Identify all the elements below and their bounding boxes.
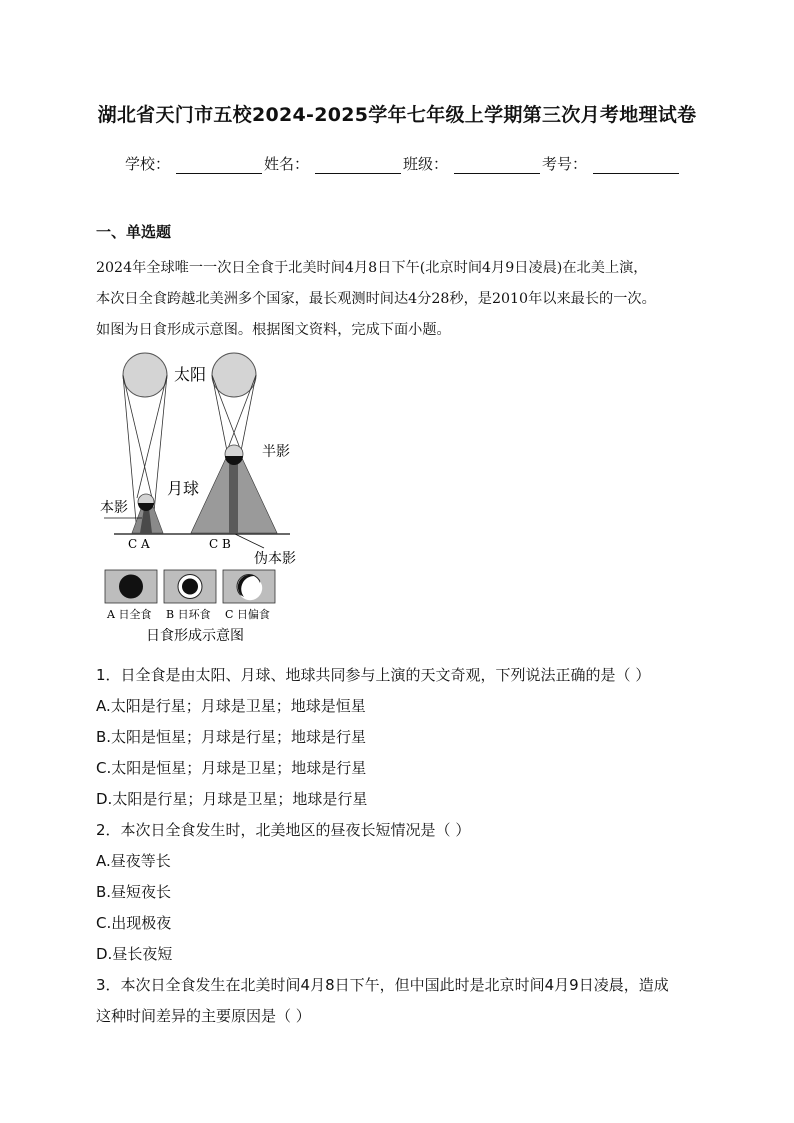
question-1-stem: 1．日全食是由太阳、月球、地球共同参与上演的天文奇观，下列说法正确的是（ ） (96, 666, 651, 684)
label-moon: 月球 (167, 479, 200, 498)
question-3-stem-cont: 这种时间差异的主要原因是（ ） (96, 1007, 311, 1025)
eclipse-diagram (94, 348, 314, 648)
question-1-option-c[interactable]: C.太阳是恒星；月球是卫星；地球是行星 (96, 759, 367, 777)
question-2-option-a[interactable]: A.昼夜等长 (96, 852, 171, 870)
school-label: 学校： (125, 155, 171, 173)
legend-label-c: C 日偏食 (225, 608, 270, 621)
name-blank[interactable] (315, 157, 401, 174)
exam-title: 湖北省天门市五校2024-2025学年七年级上学期第三次月考地理试卷 (97, 104, 697, 126)
label-cb: C B (209, 537, 231, 551)
label-ca: C A (128, 537, 150, 551)
right-antumbra (229, 464, 238, 533)
left-sun (123, 353, 167, 397)
class-blank[interactable] (454, 157, 540, 174)
school-blank[interactable] (176, 157, 262, 174)
student-info-row (125, 153, 681, 174)
question-1-option-b[interactable]: B.太阳是恒星；月球是行星；地球是行星 (96, 728, 367, 746)
figure-caption: 日食形成示意图 (146, 628, 244, 644)
legend-label-a: A 日全食 (107, 608, 152, 621)
question-3-stem: 3．本次日全食发生在北美时间4月8日下午，但中国此时是北京时间4月9日凌晨，造成 (96, 976, 669, 994)
passage-line: 2024年全球唯一一次日全食于北美时间4月8日下午(北京时间4月9日凌晨)在北美上演， (96, 260, 648, 276)
question-1-option-a[interactable]: A.太阳是行星；月球是卫星；地球是恒星 (96, 697, 366, 715)
question-2-stem: 2．本次日全食发生时，北美地区的昼夜长短情况是（ ） (96, 821, 471, 839)
section-heading: 一、单选题 (96, 223, 172, 241)
passage-line: 如图为日食形成示意图。根据图文资料，完成下面小题。 (96, 322, 451, 338)
right-sun (212, 353, 256, 397)
name-label: 姓名： (264, 155, 310, 173)
label-antumbra: 伪本影 (254, 551, 296, 567)
legend-label-b: B 日环食 (166, 608, 211, 621)
question-2-option-d[interactable]: D.昼长夜短 (96, 945, 173, 963)
class-label: 班级： (403, 155, 449, 173)
passage (96, 253, 706, 346)
passage-line: 本次日全食跨越北美洲多个国家，最长观测时间达4分28秒，是2010年以来最长的一次。 (96, 291, 656, 307)
label-penumbra: 半影 (262, 444, 290, 460)
question-2-option-c[interactable]: C.出现极夜 (96, 914, 172, 932)
number-blank[interactable] (593, 157, 679, 174)
number-label: 考号： (542, 155, 588, 173)
label-umbra: 本影 (100, 500, 128, 516)
label-sun: 太阳 (174, 365, 207, 384)
question-2-option-b[interactable]: B.昼短夜长 (96, 883, 172, 901)
question-1-option-d[interactable]: D.太阳是行星；月球是卫星；地球是行星 (96, 790, 368, 808)
